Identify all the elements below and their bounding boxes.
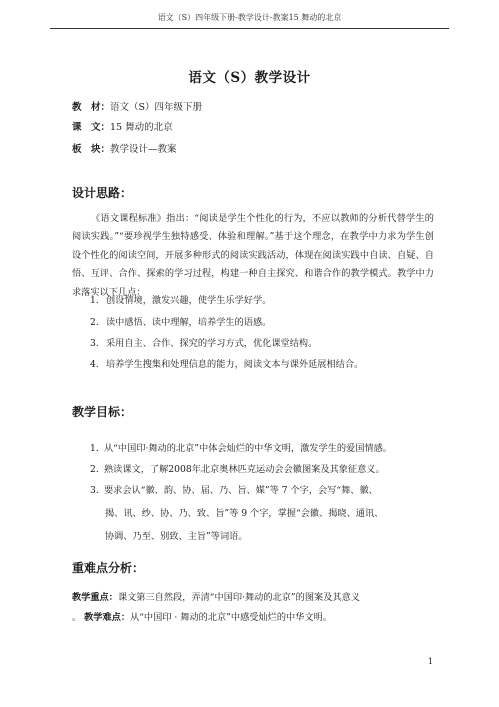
section-heading-keypoints: 重难点分析： <box>72 561 145 575</box>
item-text: 培养学生搜集和处理信息的能力，阅读文本与课外延展相结合。 <box>106 359 364 370</box>
meta-value: 15 舞动的北京 <box>110 122 173 133</box>
item-number: 1. <box>90 295 99 306</box>
goal-item <box>90 461 385 475</box>
section-heading-goals: 教学目标： <box>72 405 133 419</box>
difficult-point-label: 教学难点： <box>84 612 131 623</box>
key-point-text: 课文第三自然段，弄清“中国印·舞动的北京”的图案及其意义 <box>117 592 360 603</box>
item-number: 4. <box>90 359 99 370</box>
difficult-point-text: 从“中国印 · 舞动的北京”中感受灿烂的中华文明。 <box>130 612 332 623</box>
item-number: 2. <box>90 464 99 475</box>
goal-item <box>90 440 392 454</box>
page-number: 1 <box>427 657 433 666</box>
item-text: 采用自主、合作、探究的学习方式，优化课堂结构。 <box>106 338 318 349</box>
goal-item-continuation: 揭、讯、纱、协、乃、致、旨”等 9 个字，掌握“会徽、揭晓、通讯、 <box>105 508 384 519</box>
running-header <box>50 10 449 29</box>
item-text: 要求会认“徽、韵、协、届、乃、旨、媒”等 7 个字，会写“舞、徽、 <box>104 485 378 496</box>
running-header-title: 语文（S）四年级下册-教学设计-教案15 舞动的北京 <box>157 13 342 22</box>
item-number: 1. <box>90 443 99 454</box>
design-item <box>90 356 363 370</box>
document-title: 语文（S）教学设计 <box>188 70 311 86</box>
item-text: 从“中国印·舞动的北京”中体会灿烂的中华文明，激发学生的爱国情感。 <box>104 443 392 454</box>
key-point-label: 教学重点： <box>72 592 118 603</box>
meta-label: 板 块： <box>72 144 111 155</box>
design-paragraph: 《语文课程标准》指出：“阅读是学生个性化的行为，不应以教师的分析代替学生的阅读实践。”“要珍视学生独特感受、体验和理解。”基于这个理念，在教学中力求为学生创设个性化的阅读空间，开展多种形式的阅读实践活动，体现在阅读实践中自读、自疑、自悟、互评、合作、探索的学习过程，构建一种自主探究、和谐合作的教学模式。教学中力求落实以下几点： <box>72 213 434 298</box>
meta-value: 语文（S）四年级下册 <box>110 102 203 113</box>
section-heading-design: 设计思路： <box>72 186 133 200</box>
key-point-line <box>72 589 360 603</box>
item-number: 3. <box>90 485 99 496</box>
item-text: 熟读课文，了解2008年北京奥林匹克运动会会徽图案及其象征意义。 <box>104 464 385 475</box>
meta-label: 课 文： <box>72 122 111 133</box>
item-text: 读中感悟、读中理解，培养学生的语感。 <box>106 317 272 328</box>
design-item <box>90 335 317 349</box>
item-text: 创设情境，激发兴趣，使学生乐学好学。 <box>106 295 272 306</box>
key-point-prefix: 。 <box>72 612 82 623</box>
goal-item <box>90 482 378 496</box>
design-item <box>90 292 271 306</box>
goal-item-continuation: 协调、乃至、别致、主旨”等词语。 <box>105 531 248 542</box>
item-number: 2. <box>90 317 99 328</box>
item-number: 3. <box>90 338 99 349</box>
meta-label: 教 材： <box>72 102 111 113</box>
meta-lesson <box>72 119 173 133</box>
meta-textbook <box>72 99 202 113</box>
meta-section <box>72 141 177 155</box>
difficult-point-line <box>72 609 332 623</box>
design-item <box>90 314 271 328</box>
meta-value: 教学设计—教案 <box>110 144 177 155</box>
